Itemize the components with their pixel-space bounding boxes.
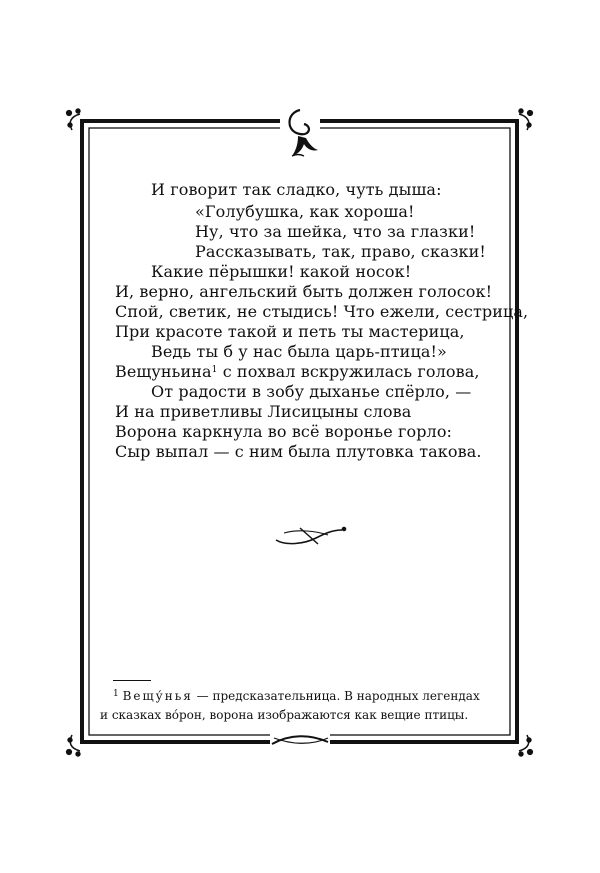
poem-line-rest: с похвал вскружилась голова, [222, 362, 480, 381]
corner-ornament-icon [519, 109, 533, 130]
poem-line: «Голубушка, как хороша! [195, 202, 415, 221]
poem-line: И говорит так сладко, чуть дыша: [151, 180, 442, 199]
poem-line: И, верно, ангельский быть должен голосок! [115, 282, 493, 301]
footnote-line: и сказках во́рон, ворона изображаются как вещие птицы. [100, 708, 469, 722]
footnote [100, 687, 520, 706]
poem-line: При красоте такой и петь ты мастерица, [115, 322, 465, 341]
poem-line: Какие пёрышки! какой носок! [151, 262, 412, 281]
footnote-term: Вещу́нья [122, 689, 193, 703]
corner-ornament-icon [66, 735, 80, 756]
poem-line: Сыр выпал — с ним была плутовка такова. [115, 442, 482, 461]
footnote-definition: — предсказательница. В народных легендах [192, 689, 480, 703]
top-ornament-icon [280, 110, 320, 156]
poem-line: Ворона каркнула во всё воронье горло: [115, 422, 453, 441]
poem-line [115, 362, 480, 382]
poem-line: От радости в зобу дыханье спёрло, — [151, 382, 472, 401]
footnote-mark: 1 [113, 689, 119, 699]
poem-line: Рассказывать, так, право, сказки! [195, 242, 486, 261]
footnote-reference[interactable]: 1 [211, 365, 218, 375]
poem-line: И на приветливы Лисицыны слова [115, 402, 412, 421]
corner-ornament-icon [66, 109, 80, 130]
footnote-divider [113, 680, 151, 681]
annotated-word: Вещуньина [115, 362, 212, 381]
poem-line: Ну, что за шейка, что за глазки! [195, 222, 476, 241]
bottom-ornament-icon [270, 732, 330, 748]
poem-line: Ведь ты б у нас была царь-птица!» [151, 342, 447, 361]
poem-line: Спой, светик, не стыдись! Что ежели, сестрица, [115, 302, 529, 321]
divider-ornament-icon [276, 527, 346, 544]
corner-ornament-icon [519, 735, 533, 756]
